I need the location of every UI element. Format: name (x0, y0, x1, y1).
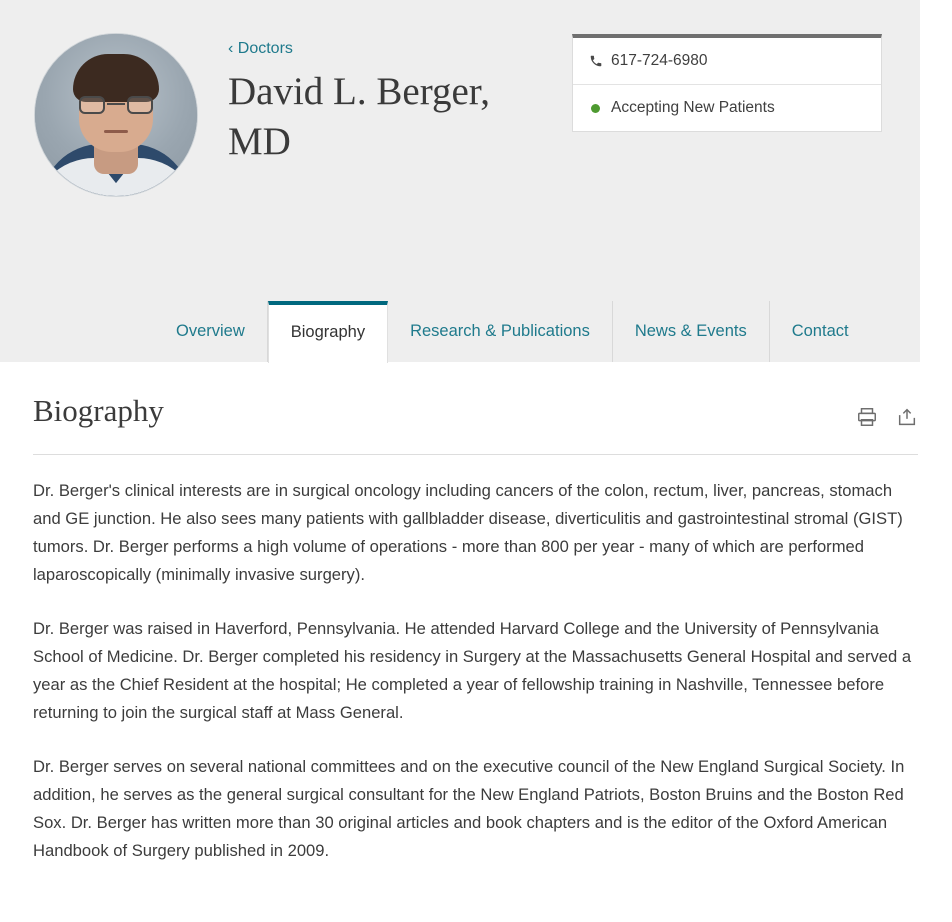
avatar (34, 33, 198, 197)
biography-paragraph: Dr. Berger's clinical interests are in surgical oncology including cancers of the colon, rectum, liver, pancreas, stomach and GE junction. He also sees many patients with gallbladder disease, diverticulitis and gastrointestinal stromal (GIST) tumors. Dr. Berger performs a high volume of operations - more than 800 per year - many of which are performed laparoscopically (minimally invasive surgery). (33, 481, 903, 584)
biography-paragraph: Dr. Berger was raised in Haverford, Pennsylvania. He attended Harvard College and the University of Pennsylvania School of Medicine. Dr. Berger completed his residency in Surgery at the Massachusetts General Hospital and served a year as the Chief Resident at the hospital; He completed a year of fellowship training in Nashville, Tennessee before returning to join the surgical staff at Mass General. (33, 619, 912, 722)
avatar-hair (73, 54, 159, 102)
phone-number: 617-724-6980 (611, 52, 708, 69)
glasses-icon (77, 96, 155, 114)
glasses-right-lens (127, 96, 153, 114)
section-divider (33, 454, 918, 455)
tab-research-publications[interactable]: Research & Publications (388, 301, 613, 362)
contact-phone-row[interactable] (573, 38, 881, 84)
status-badge: Accepting New Patients (611, 99, 775, 116)
tab-contact[interactable]: Contact (791, 322, 849, 340)
accepting-patients-row (573, 84, 881, 131)
tab-biography[interactable]: Biography (268, 301, 388, 363)
biography-section (0, 362, 952, 865)
breadcrumb-doctors[interactable]: ‹ Doctors (228, 40, 293, 57)
section-header (33, 392, 918, 430)
profile-tabs (154, 298, 871, 362)
phone-icon (589, 54, 611, 68)
glasses-left-lens (79, 96, 105, 114)
status-dot-icon (589, 104, 611, 113)
contact-card (572, 34, 882, 132)
profile-header (0, 0, 920, 362)
share-icon[interactable] (896, 406, 918, 428)
tab-news-events[interactable]: News & Events (613, 301, 770, 362)
glasses-bridge (107, 103, 125, 105)
print-icon[interactable] (856, 406, 878, 428)
page-tools (856, 392, 918, 428)
biography-paragraph: Dr. Berger serves on several national committees and on the executive council of the New England Surgical Society. In addition, he serves as the general surgical consultant for the New England Patriots, Boston Bruins and the Boston Red Sox. Dr. Berger has written more than 30 original articles and book chapters and is the editor of the Oxford American Handbook of Surgery published in 2009. (33, 757, 905, 860)
avatar-mouth (104, 130, 128, 133)
tab-overview[interactable]: Overview (154, 301, 268, 362)
biography-text (33, 477, 918, 865)
page-title: David L. Berger, MD (228, 70, 490, 163)
section-title: Biography (33, 393, 164, 428)
